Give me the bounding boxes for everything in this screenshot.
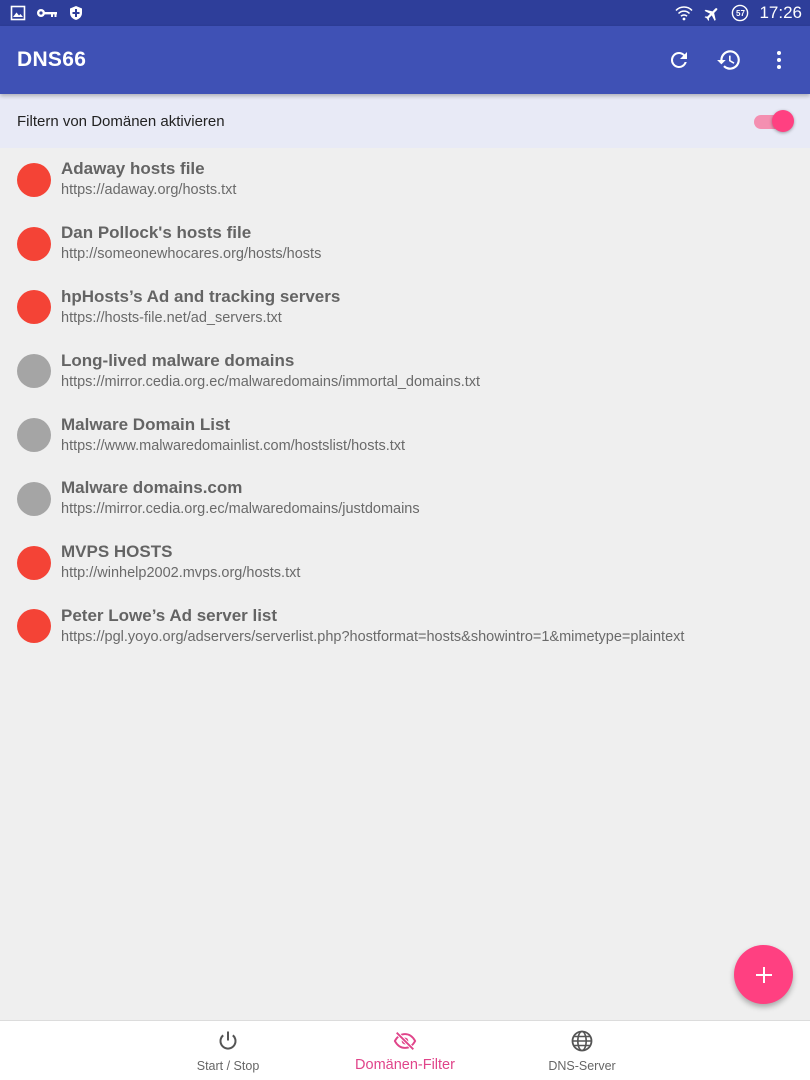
state-indicator[interactable] xyxy=(17,609,51,643)
filter-toggle-row[interactable] xyxy=(0,94,810,148)
host-list-item[interactable] xyxy=(0,595,810,659)
host-title: Malware Domain List xyxy=(61,414,231,434)
host-text xyxy=(61,223,321,264)
host-list-item[interactable] xyxy=(0,339,810,403)
filter-toggle-label: Filtern von Domänen aktivieren xyxy=(17,112,225,130)
host-url: https://www.malwaredomainlist.com/hostslist/hosts.txt xyxy=(61,437,406,454)
host-title: Malware domains.com xyxy=(61,478,243,498)
wifi-icon xyxy=(675,5,693,21)
host-title: hpHosts’s Ad and tracking servers xyxy=(61,286,341,306)
host-url: https://hosts-file.net/ad_servers.txt xyxy=(61,309,282,326)
nav-dns-server[interactable] xyxy=(522,1021,642,1080)
gallery-icon xyxy=(10,5,26,21)
app-bar-actions xyxy=(666,47,792,73)
filter-toggle-switch[interactable] xyxy=(752,109,790,133)
host-list xyxy=(0,148,810,658)
host-title: Long-lived malware domains xyxy=(61,350,295,370)
state-indicator[interactable] xyxy=(17,163,51,197)
nav-label: DNS-Server xyxy=(548,1059,616,1073)
nav-label: Start / Stop xyxy=(196,1059,260,1073)
host-text xyxy=(61,478,420,519)
host-list-item[interactable] xyxy=(0,403,810,467)
host-title: Peter Lowe’s Ad server list xyxy=(61,605,278,625)
battery-level: 57 xyxy=(736,8,745,18)
status-bar xyxy=(0,0,810,26)
shield-icon xyxy=(68,5,84,21)
host-list-item[interactable] xyxy=(0,276,810,340)
battery-icon xyxy=(731,4,749,22)
host-title: Dan Pollock's hosts file xyxy=(61,223,252,243)
state-indicator[interactable] xyxy=(17,418,51,452)
host-url: https://adaway.org/hosts.txt xyxy=(61,182,237,199)
status-right xyxy=(675,3,802,23)
bottom-navigation xyxy=(0,1020,810,1080)
app-title: DNS66 xyxy=(17,48,87,71)
nav-label: Domänen-Filter xyxy=(355,1057,455,1073)
state-indicator[interactable] xyxy=(17,546,51,580)
globe-icon xyxy=(570,1029,594,1053)
host-title: Adaway hosts file xyxy=(61,159,205,179)
state-indicator[interactable] xyxy=(17,354,51,388)
eye-off-icon xyxy=(393,1029,417,1053)
nav-domain-filter[interactable] xyxy=(335,1021,475,1080)
plus-icon xyxy=(752,963,776,987)
host-url: http://winhelp2002.mvps.org/hosts.txt xyxy=(61,565,301,582)
host-text xyxy=(61,351,480,392)
host-list-item[interactable] xyxy=(0,467,810,531)
host-text xyxy=(61,606,684,647)
host-text xyxy=(61,159,236,200)
refresh-button[interactable] xyxy=(666,47,692,73)
power-icon xyxy=(216,1029,240,1053)
host-title: MVPS HOSTS xyxy=(61,542,173,562)
overflow-menu-button[interactable] xyxy=(766,47,792,73)
status-left xyxy=(10,5,84,21)
host-text xyxy=(61,287,340,328)
state-indicator[interactable] xyxy=(17,482,51,516)
host-text xyxy=(61,542,300,583)
refresh-icon xyxy=(667,48,691,72)
host-url: https://mirror.cedia.org.ec/malwaredomains/justdomains xyxy=(61,501,420,518)
key-icon xyxy=(36,5,58,21)
overflow-menu-icon xyxy=(767,48,791,72)
history-icon xyxy=(716,47,742,73)
host-url: https://mirror.cedia.org.ec/malwaredomains/immortal_domains.txt xyxy=(61,373,481,390)
state-indicator[interactable] xyxy=(17,227,51,261)
app-bar xyxy=(0,26,810,94)
status-time: 17:26 xyxy=(759,3,802,22)
host-list-item[interactable] xyxy=(0,148,810,212)
host-list-item[interactable] xyxy=(0,212,810,276)
host-list-item[interactable] xyxy=(0,531,810,595)
add-host-button[interactable] xyxy=(734,945,793,1004)
switch-thumb xyxy=(772,110,794,132)
airplane-icon xyxy=(703,5,721,21)
nav-start-stop[interactable] xyxy=(168,1021,288,1080)
host-url: http://someonewhocares.org/hosts/hosts xyxy=(61,246,322,263)
host-text xyxy=(61,415,405,456)
state-indicator[interactable] xyxy=(17,290,51,324)
history-button[interactable] xyxy=(716,47,742,73)
host-url: https://pgl.yoyo.org/adservers/serverlist.php?hostformat=hosts&showintro=1&mimetype=plaintext xyxy=(61,628,685,645)
